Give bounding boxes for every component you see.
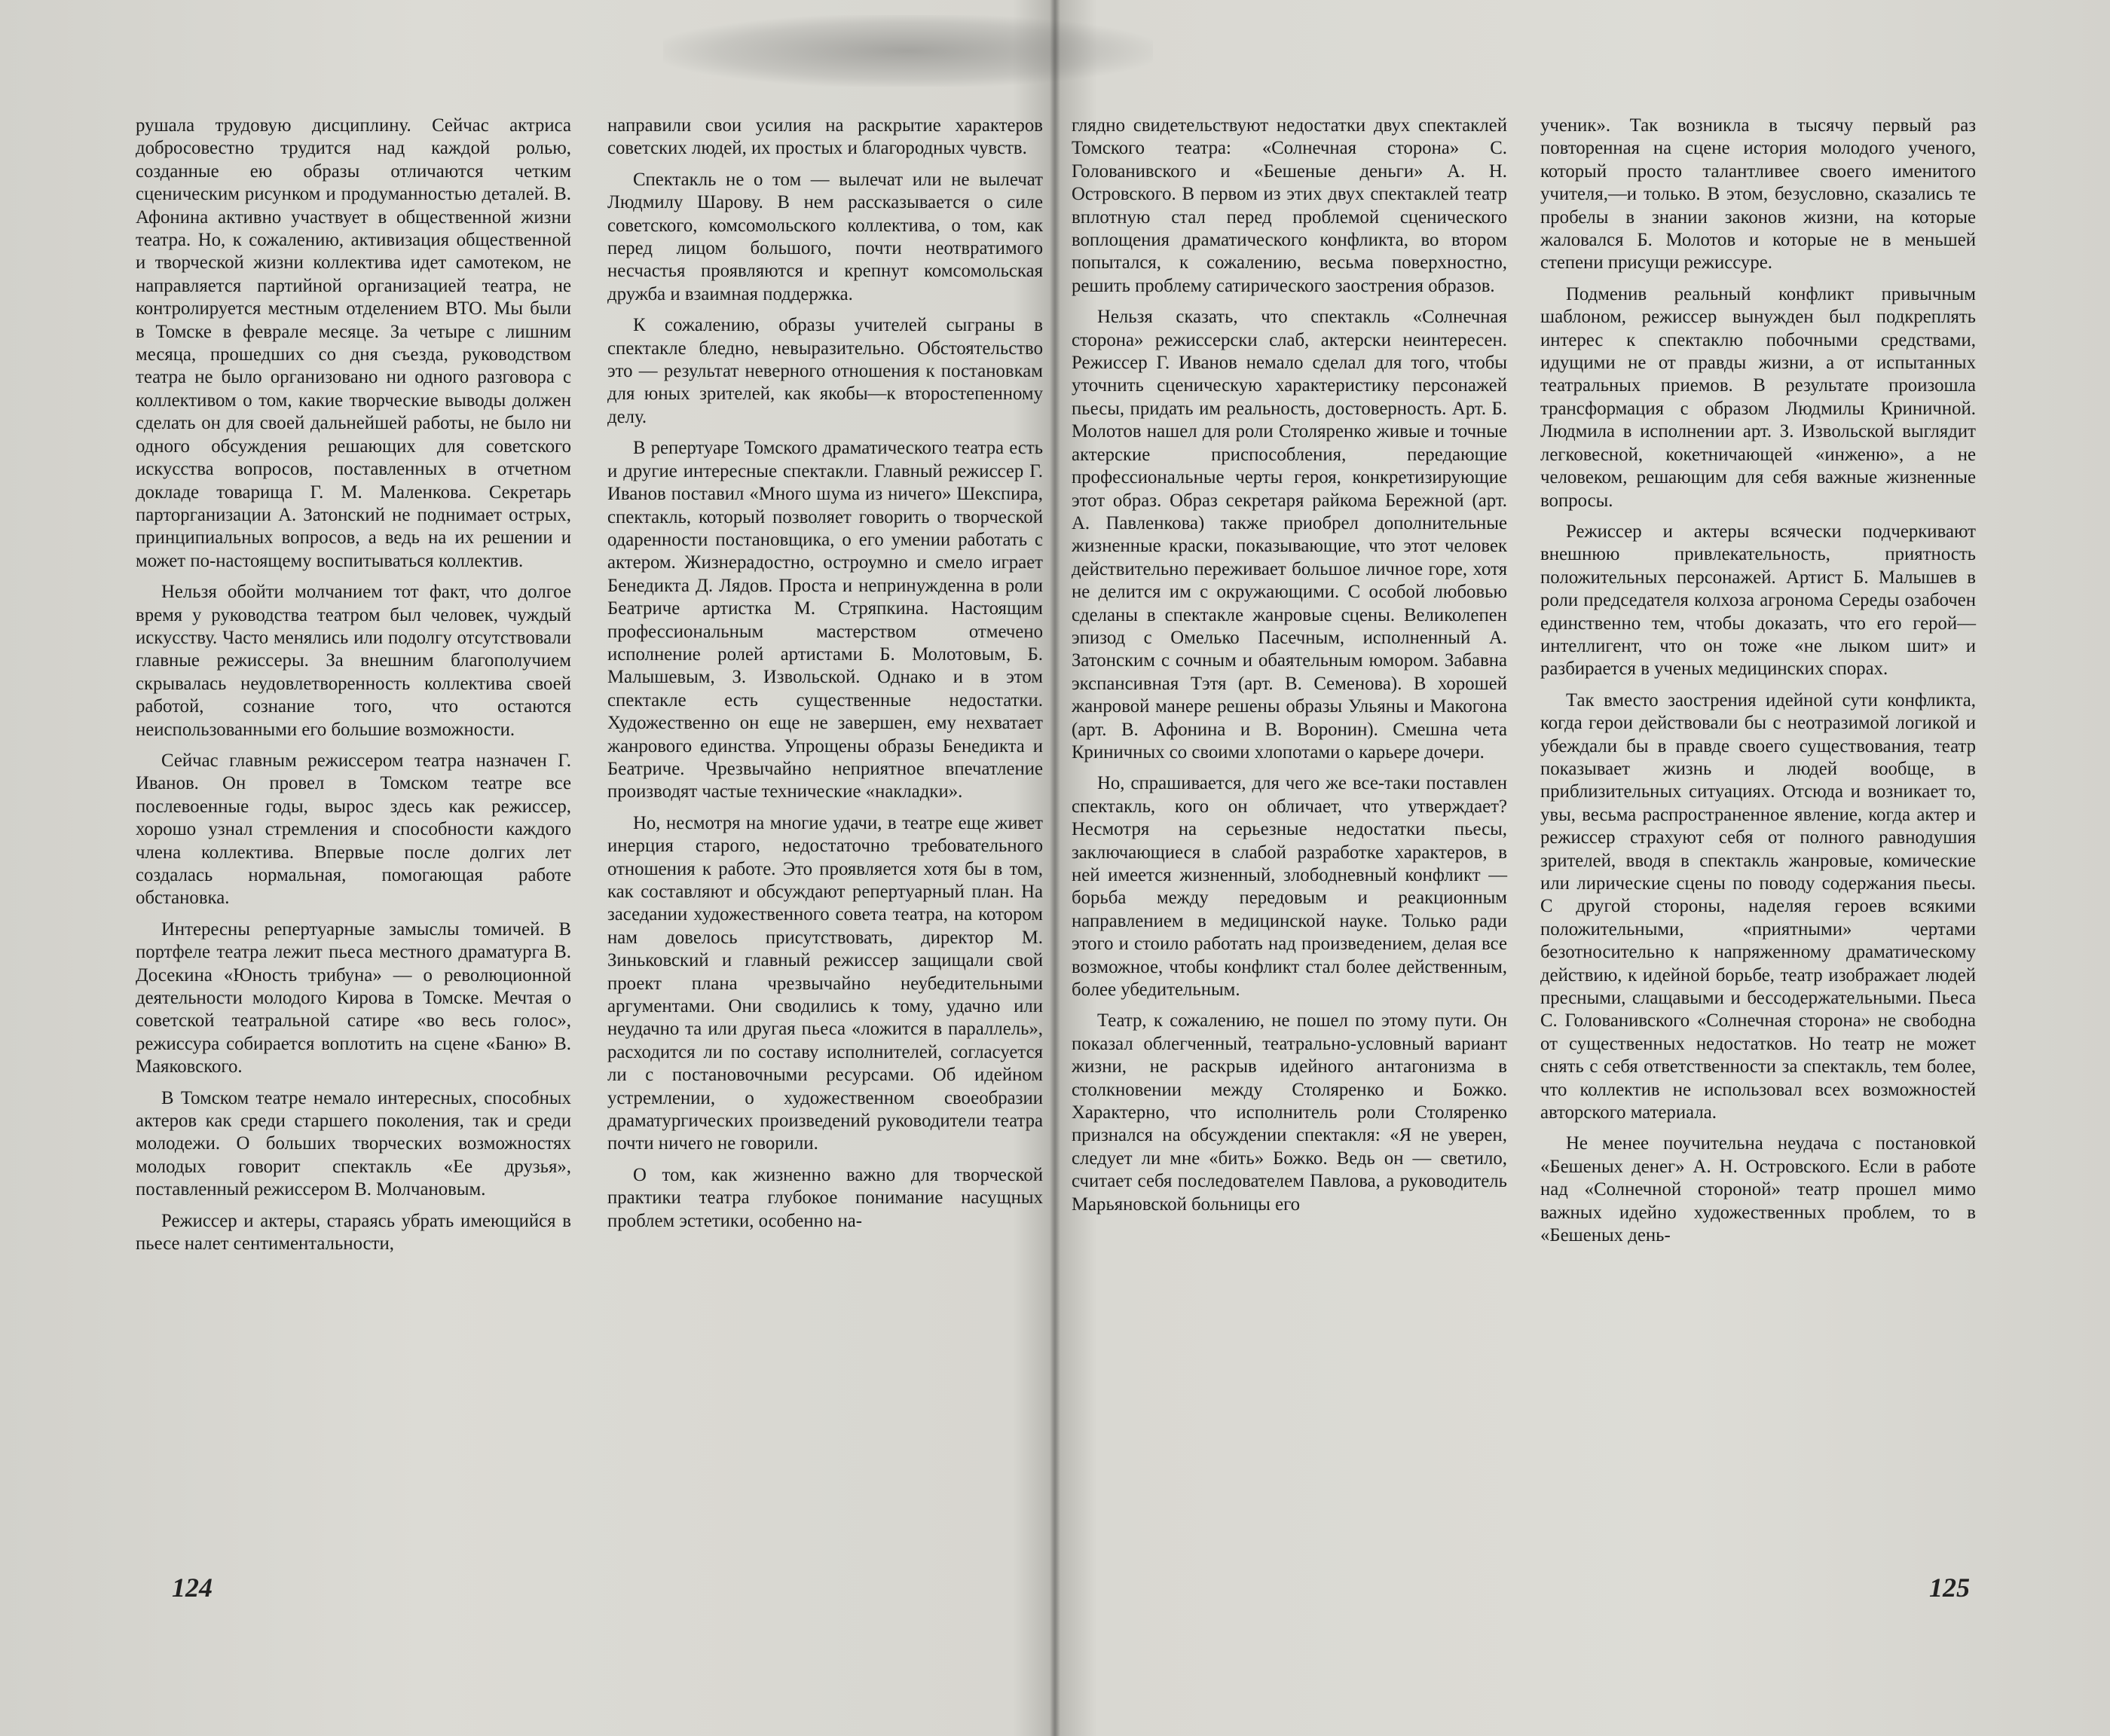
page-number-right: 125 bbox=[1929, 1572, 1970, 1603]
paragraph: Нельзя сказать, что спектакль «Солнечная сторона» режиссерски слаб, актерски неинтересен. Режиссер Г. Иванов немало сделал для того, чтобы уточнить сценическую характеристику персонажей пьесы, придать им реальность, достоверность. Арт. Б. Молотов нашел для роли Столяренко живые и точные актерские приспособления, передающие профессиональные черты героя, конкретизирующие этот образ. Образ секретаря райкома Бережной (арт. А. Павленкова) также приобрел дополнительные жизненные краски, показывающие, что этот человек действительно переживает большое личное горе, хотя не делится им с окружающими. С особой любовью сделаны в спектакле жанровые сцены. Великолепен эпизод с Омелько Пасечным, исполненный А. Затонским с сочным и обаятельным юмором. Забавна экспансивная Тэтя (арт. В. Семенова). В хорошей жанровой манере решены образы Ульяны и Макогона (арт. В. Афонина и В. Воронин). Смешна чета Криничных со своими хлопотами о карьере дочери. bbox=[1072, 307, 1507, 763]
paragraph: Так вместо заострения идейной сути конфликта, когда герои действовали бы с неотразимой логикой и убеждали бы в правде своего существования, театр показывает жизнь и людей вообще, в приблизительных ситуациях. Отсюда и возникает то, увы, весьма распространенное явление, когда актер и режиссер страхуют себя от полного равнодушия зрителей, вводя в спектакль жанровые, комические или лирические сцены по поводу содержания пьесы. С другой стороны, наделяя героев всякими положительными, «приятными» чертами безотносительно к напряженному драматическому действию, к идейной борьбе, театр изображает людей пресными, слащавыми и бессодержательными. Пьеса С. Голованивского «Солнечная сторона» не свободна от существенных недостатков. Но театр не может снять с себя ответственности за спектакль, тем более, что коллектив не использовал всех возможностей авторского материала. bbox=[1540, 689, 1976, 1123]
paragraph: направили свои усилия на раскрытие характеров советских людей, их простых и благородных чувств. bbox=[607, 115, 1043, 159]
column-1 bbox=[136, 115, 571, 1264]
paragraph: рушала трудовую дисциплину. Сейчас актриса добросовестно трудится над каждой ролью, созданные ею образы отличаются четким сценическим рисунком и продуманностью деталей. В. Афонина активно участвует в общественной жизни театра. Но, к сожалению, активизация общественной и творческой жизни коллектива идет самотеком, не направляется партийной организацией театра, не контролируется местным отделением ВТО. Мы были в Томске в феврале месяце. За четыре с лишним месяца, прошедших со дня съезда, руководством театра не было организовано ни одного разговора с коллективом о том, какие творческие выводы должен сделать он для своей дальнейшей работы, не было ни одного обсуждения решающих для советского искусства вопросов, поставленных в отчетном докладе товарища Г. М. Маленкова. Секретарь парторганизации А. Затонский не поднимает острых, принципиальных вопросов, а ведь на их решении и может по-настоящему воспитываться коллектив. bbox=[136, 115, 571, 571]
paragraph: Режиссер и актеры, стараясь убрать имеющийся в пьесе налет сентиментальности, bbox=[136, 1210, 571, 1255]
paragraph: О том, как жизненно важно для творческой практики театра глубокое понимание насущных проблем эстетики, особенно на- bbox=[607, 1164, 1043, 1231]
paragraph: В Томском театре немало интересных, способных актеров как среди старшего поколения, так и среди молодежи. О больших творческих возможностях молодых говорит спектакль «Ее друзья», поставленный режиссером В. Молчановым. bbox=[136, 1087, 571, 1200]
paragraph: ученик». Так возникла в тысячу первый раз повторенная на сцене история молодого ученого, который просто талантливее своего именитого учителя,—и только. В этом, безусловно, сказались те пробелы в знании законов жизни, на которые жаловался Б. Молотов и которые не в меньшей степени присущи режиссуре. bbox=[1540, 115, 1976, 274]
paragraph: Спектакль не о том — вылечат или не вылечат Людмилу Шарову. В нем рассказывается о силе советского, комсомольского коллектива, о том, как перед лицом большого, почти неотвратимого несчастья проявляются и крепнут комсомольская дружба и взаимная поддержка. bbox=[607, 169, 1043, 304]
column-2 bbox=[607, 115, 1043, 1241]
paragraph: Подменив реальный конфликт привычным шаблоном, режиссер вынужден был подкреплять интерес к спектаклю побочными средствами, идущими не от правды жизни, а от испытанных театральных приемов. В результате произошла трансформация с образом Людмилы Криничной. Людмила в исполнении арт. З. Извольской выглядит легковесной, кокетничающей «инженю», а не человеком, решающим для себя важные жизненные вопросы. bbox=[1540, 283, 1976, 511]
paragraph: Театр, к сожалению, не пошел по этому пути. Он показал облегченный, театрально-условный вариант жизни, не раскрыв идейного антагонизма в столкновении между Столяренко и Божко. Характерно, что исполнитель роли Столяренко признался на обсуждении спектакля: «Я не уверен, следует ли мне «бить» Божко. Ведь он — светило, считает себя последователем Павлова, а руководитель Марьяновской больницы его bbox=[1072, 1010, 1507, 1215]
paragraph: В репертуаре Томского драматического театра есть и другие интересные спектакли. Главный режиссер Г. Иванов поставил «Много шума из ничего» Шекспира, спектакль, который позволяет говорить о творческой одаренности постановщика, о его умении работать с актером. Жизнерадостно, остроумно и смело играет Бенедикта Д. Лядов. Проста и непринужденна в роли Беатриче артистка М. Стряпкина. Настоящим профессиональным мастерством отмечено исполнение ролей артистами Б. Молотовым, Б. Малышевым, З. Извольской. Однако и в этом спектакле есть существенные недостатки. Художественно он еще не завершен, ему нехватает жанрового единства. Упрощены образы Бенедикта и Беатриче. Чрезвычайно неприятное впечатление производят частые технические «накладки». bbox=[607, 438, 1043, 802]
paragraph: Но, несмотря на многие удачи, в театре еще живет инерция старого, недостаточно требовательного отношения к работе. Это проявляется хотя бы в том, как составляют и обсуждают репертуарный план. На заседании художественного совета театра, на котором нам довелось присутствовать, директор М. Зиньковский и главный режиссер защищали свой проект плана чрезвычайно неубедительными аргументами. Они сводились к тому, удачно или неудачно та или другая пьеса «ложится в параллель», расходится ли по составу исполнителей, согласуется ли с постановочными ресурсами. Об идейном устремлении, о художественном своеобразии драматургических произведений руководители театра почти ничего не говорили. bbox=[607, 812, 1043, 1154]
paragraph: Интересны репертуарные замыслы томичей. В портфеле театра лежит пьеса местного драматурга В. Досекина «Юность трибуна» — о революционной деятельности молодого Кирова в Томске. Мечтая о советской театральной сатире «во весь голос», режиссура собирается воплотить на сцене «Баню» В. Маяковского. bbox=[136, 918, 571, 1077]
paragraph: глядно свидетельствуют недостатки двух спектаклей Томского театра: «Солнечная сторона» С. Голованивского и «Бешеные деньги» А. Н. Островского. В первом из этих двух спектаклей театр вплотную стал перед проблемой сценического воплощения драматического конфликта, во втором попытался, к сожалению, весьма поверхностно, решить проблему сатирического заострения образов. bbox=[1072, 115, 1507, 296]
paragraph: Режиссер и актеры всячески подчеркивают внешнюю привлекательность, приятность положительных персонажей. Артист Б. Малышев в роли председателя колхоза агронома Середы озабочен единственно тем, чтобы доказать, что его герой—интеллигент, что он тоже «не лыком шит» и разбирается в ученых медицинских спорах. bbox=[1540, 521, 1976, 680]
paragraph: Не менее поучительна неудача с постановкой «Бешеных денег» А. Н. Островского. Если в работе над «Солнечной стороной» театр прошел мимо важных идейно художественных проблем, то в «Бешеных день- bbox=[1540, 1133, 1976, 1246]
paragraph: К сожалению, образы учителей сыграны в спектакле бледно, невыразительно. Обстоятельство это — результат неверного отношения к постановкам для юных зрителей, как якобы—к второстепенному делу. bbox=[607, 315, 1043, 427]
paragraph: Но, спрашивается, для чего же все-таки поставлен спектакль, кого он обличает, что утверждает? Несмотря на серьезные недостатки пьесы, заключающиеся в слабой разработке характеров, в ней имеется жизненный, злободневный конфликт — борьба между передовым и реакционным направлением в медицинской науке. Только ради этого и стоило работать над произведением, делая все возможное, чтобы конфликт стал более действенным, более убедительным. bbox=[1072, 773, 1507, 1001]
page-number-left: 124 bbox=[172, 1572, 213, 1603]
paragraph: Нельзя обойти молчанием тот факт, что долгое время у руководства театром был человек, чуждый искусству. Часто менялись или подолгу отсутствовали главные режиссеры. За внешним благополучием скрывалась неудовлетворенность коллектива своей работой, сознание того, что остаются неиспользованными его большие возможности. bbox=[136, 582, 571, 740]
paragraph: Сейчас главным режиссером театра назначен Г. Иванов. Он провел в Томском театре все послевоенные годы, вырос здесь как режиссер, хорошо узнал стремления и способности каждого члена коллектива. Впервые после долгих лет создалась нормальная, помогающая работе обстановка. bbox=[136, 750, 571, 909]
column-3 bbox=[1072, 115, 1507, 1224]
column-4 bbox=[1540, 115, 1976, 1256]
